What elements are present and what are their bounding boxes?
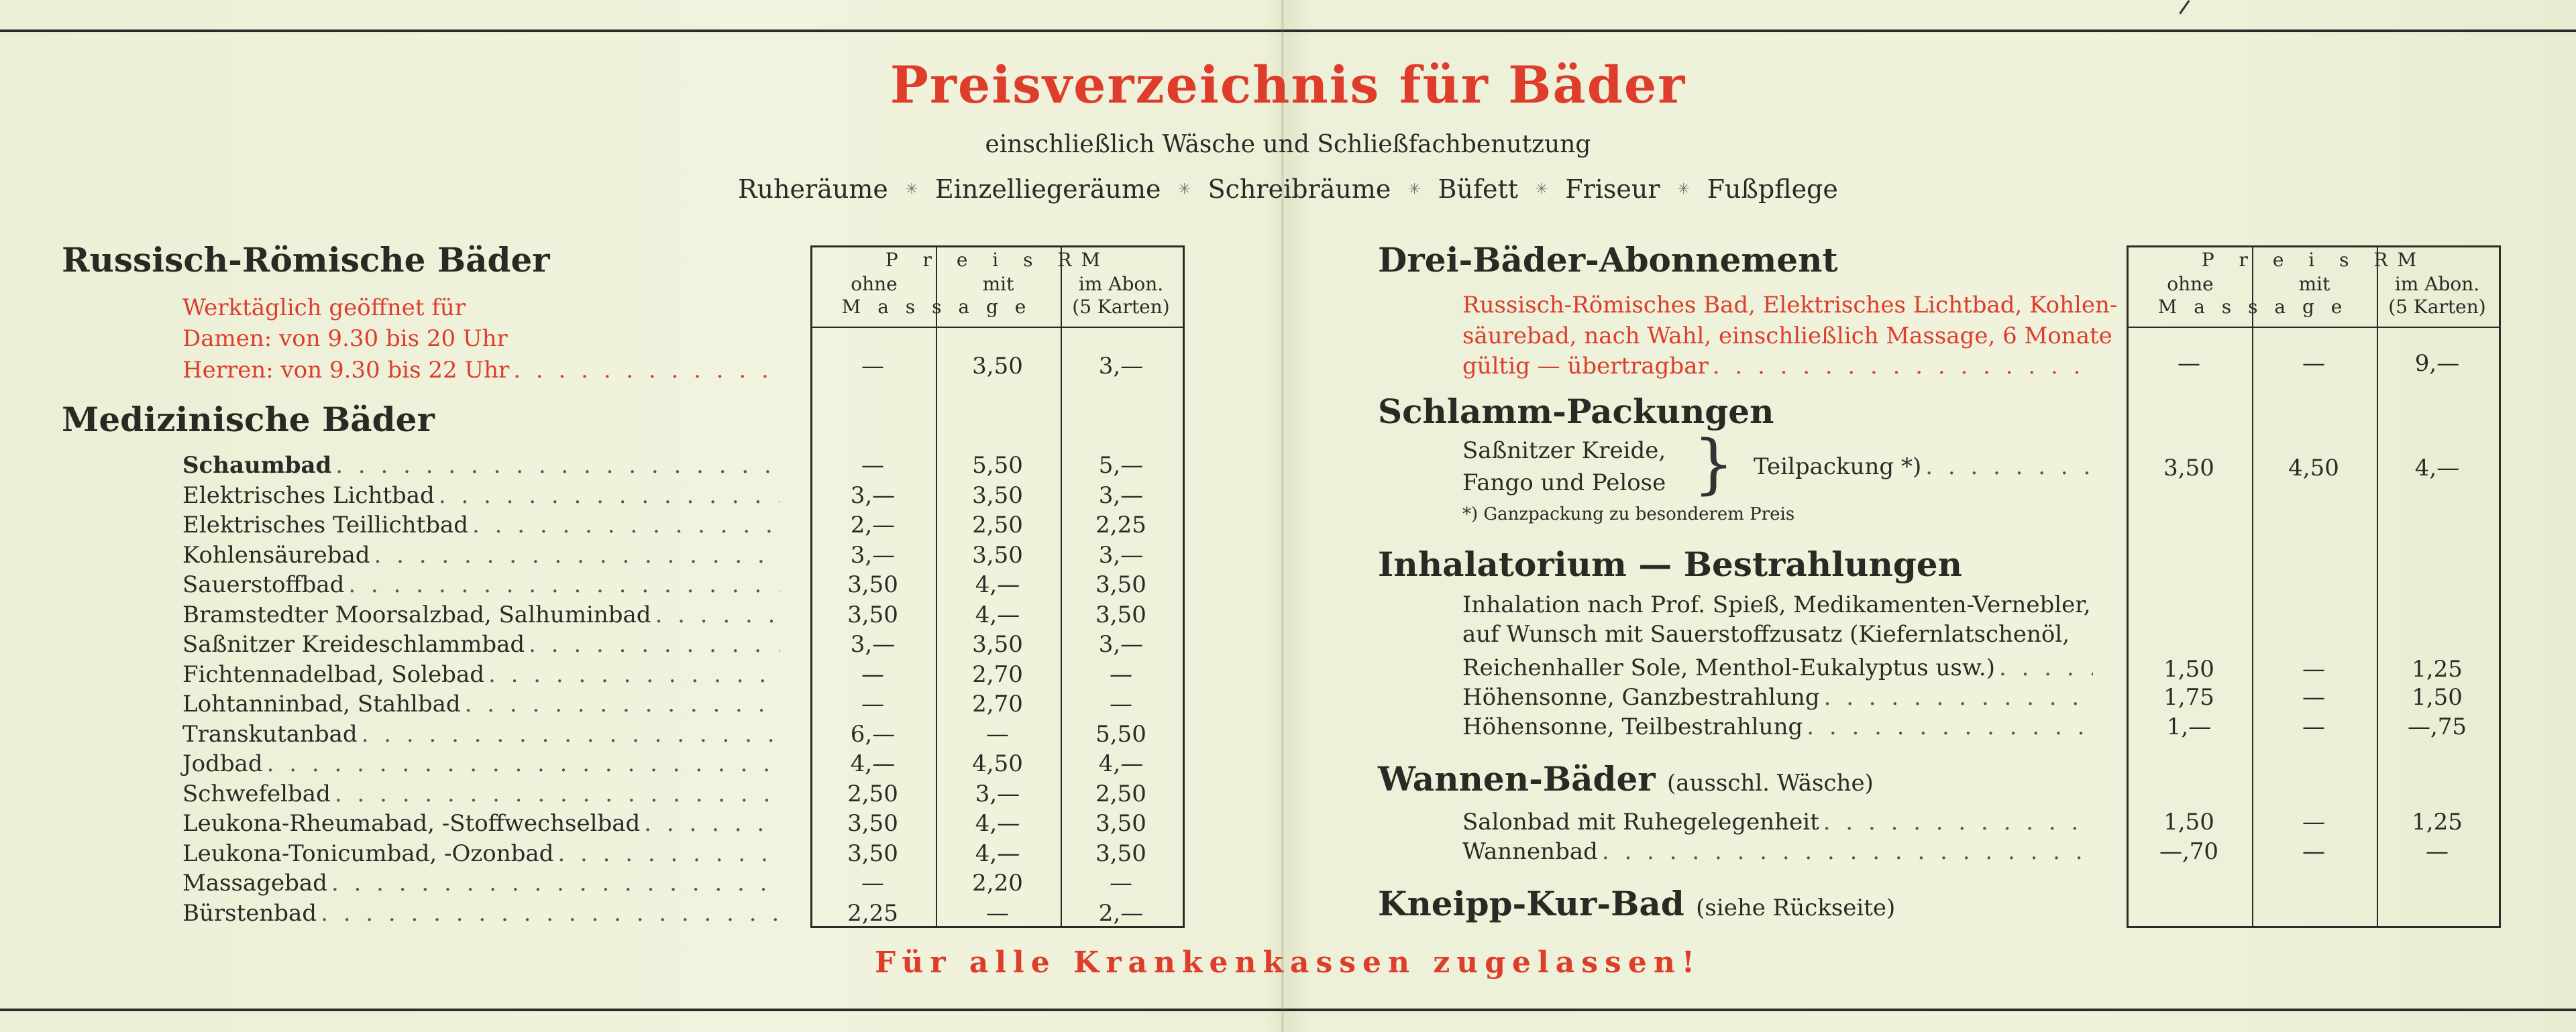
price-ohne: 6,— <box>850 720 896 748</box>
brace-icon: } <box>1693 426 1735 502</box>
list-item <box>182 868 780 898</box>
leader-dots <box>348 571 780 598</box>
list-item <box>1462 807 2093 837</box>
item-label: Schaumbad <box>182 452 332 479</box>
price-mit: 4,— <box>975 810 1020 837</box>
heading-note: (siehe Rückseite) <box>1696 895 1896 921</box>
price-mit: 2,70 <box>972 661 1023 688</box>
item-label: Höhensonne, Ganzbestrahlung <box>1462 684 1820 711</box>
list-item <box>182 779 780 809</box>
separator-dot: ✳ <box>905 180 918 198</box>
price-ohne: 2,— <box>850 512 896 538</box>
price-ohne: 1,— <box>2166 713 2212 740</box>
drei-description-line: Russisch-Römisches Bad, Elektrisches Lichtbad, Kohlen- <box>1462 292 2118 319</box>
table-header-karten: (5 Karten) <box>2388 296 2486 318</box>
price-mit: — <box>986 899 1009 927</box>
list-item <box>1462 351 2093 381</box>
price-mit: 2,50 <box>972 512 1023 538</box>
price-mit: 3,50 <box>972 481 1023 509</box>
item-label: Massagebad <box>182 870 327 897</box>
item-label: Transkutanbad <box>182 720 358 748</box>
price-ohne: 3,50 <box>2163 455 2214 481</box>
leader-dots <box>655 601 780 628</box>
price-abon: 3,50 <box>1095 601 1146 628</box>
price-abon: —,75 <box>2407 713 2467 740</box>
price-abon: 5,— <box>1098 452 1144 479</box>
price-abon: — <box>2426 838 2449 865</box>
price-ohne: 3,50 <box>847 810 898 837</box>
price-mit: 4,50 <box>2288 455 2339 481</box>
leader-dots <box>362 721 780 748</box>
amenity: Schreibräume <box>1208 174 1391 204</box>
price-abon: 3,50 <box>1095 810 1146 837</box>
table-header-massage: M a s s a g e <box>2157 296 2348 318</box>
leader-dots <box>472 512 780 538</box>
separator-dot: ✳ <box>1535 180 1548 198</box>
price-abon: 3,— <box>1098 541 1144 569</box>
price-mit: — <box>2302 838 2325 865</box>
item-label: Bramstedter Moorsalzbad, Salhuminbad <box>182 601 651 628</box>
amenity: Einzelliegeräume <box>935 174 1161 204</box>
table-header-abon: im Abon. <box>1078 273 1164 295</box>
amenities-list <box>738 174 1838 204</box>
item-label: gültig — übertragbar <box>1462 353 1709 380</box>
list-item <box>182 355 780 385</box>
item-label: Kohlensäurebad <box>182 541 370 569</box>
leader-dots <box>335 781 780 807</box>
price-mit: 3,50 <box>972 631 1023 658</box>
leader-dots <box>321 900 780 927</box>
inhal-description-line <box>1462 620 2070 649</box>
price-mit: — <box>2302 713 2325 740</box>
price-abon: 1,25 <box>2412 656 2463 683</box>
leader-dots <box>439 482 780 509</box>
list-item <box>182 481 780 510</box>
price-ohne: 3,50 <box>847 840 898 867</box>
list-item <box>1462 837 2093 866</box>
price-abon: 2,— <box>1098 899 1144 927</box>
price-mit: 5,50 <box>972 452 1023 479</box>
item-label: Leukona-Tonicumbad, -Ozonbad <box>182 840 554 867</box>
price-mit: 4,50 <box>972 750 1023 777</box>
price-abon: 1,25 <box>2412 809 2463 836</box>
table-header-preis: P r e i s RM <box>885 249 1110 271</box>
list-item <box>182 451 780 480</box>
item-label: Elektrisches Lichtbad <box>182 481 435 509</box>
item-label: Teilpackung *) <box>1754 453 1922 480</box>
item-label: Saßnitzer Kreide, <box>1462 437 1666 464</box>
leader-dots <box>1999 654 2093 681</box>
price-mit: 2,20 <box>972 870 1023 897</box>
price-mit: 2,70 <box>972 691 1023 718</box>
heading-note: (ausschl. Wäsche) <box>1667 770 1874 797</box>
price-abon: 3,— <box>1098 353 1144 380</box>
price-abon: 1,50 <box>2412 684 2463 711</box>
bottom-border <box>0 1009 2576 1011</box>
price-abon: 2,50 <box>1095 780 1146 807</box>
price-mit: — <box>2302 684 2325 711</box>
item-label: Sauerstoffbad <box>182 571 345 598</box>
leader-dots <box>529 631 780 658</box>
footnote: *) Ganzpackung zu besonderem Preis <box>1462 504 1795 524</box>
footer-note: Für alle Krankenkassen zugelassen! <box>874 945 1702 980</box>
price-mit: 3,— <box>975 780 1020 807</box>
opening-label: Werktäglich geöffnet für <box>182 294 466 321</box>
amenity: Büfett <box>1438 174 1519 204</box>
price-abon: 3,50 <box>1095 840 1146 867</box>
item-label: Fango und Pelose <box>1462 469 1666 496</box>
amenity: Ruheräume <box>738 174 888 204</box>
amenity: Fußpflege <box>1707 174 1838 204</box>
page-subtitle: einschließlich Wäsche und Schließfachbenutzung <box>985 131 1591 158</box>
price-abon: 5,50 <box>1095 720 1146 748</box>
price-ohne: 3,— <box>850 481 896 509</box>
leader-dots <box>374 542 780 569</box>
price-abon: 4,— <box>1098 750 1144 777</box>
page-title: Preisverzeichnis für Bäder <box>890 55 1686 115</box>
item-label: Wannenbad <box>1462 838 1598 865</box>
section-heading-russisch: Russisch-Römische Bäder <box>62 240 550 280</box>
table-header-abon: im Abon. <box>2394 273 2480 295</box>
price-ohne: 2,50 <box>847 780 898 807</box>
table-header-mit: mit <box>982 273 1014 295</box>
leader-dots <box>488 661 780 688</box>
leader-dots <box>1602 838 2093 865</box>
inhal-description-line <box>1462 590 2091 620</box>
list-item <box>182 899 780 928</box>
list-item <box>1462 683 2093 712</box>
price-abon: — <box>1110 691 1132 718</box>
price-mit: 3,50 <box>972 541 1023 569</box>
price-ohne: — <box>861 353 884 380</box>
price-ohne: —,70 <box>2159 838 2219 865</box>
price-mit: 4,— <box>975 601 1020 628</box>
list-item <box>182 600 780 630</box>
drei-description-line: säurebad, nach Wahl, einschließlich Massage, 6 Monate <box>1462 323 2112 349</box>
price-ohne: — <box>2178 350 2200 377</box>
price-abon: 9,— <box>2414 350 2460 377</box>
separator-dot: ✳ <box>1677 180 1690 198</box>
header-divider <box>812 327 1183 328</box>
price-ohne: 1,75 <box>2163 684 2214 711</box>
price-mit: — <box>2302 809 2325 836</box>
item-label: Saßnitzer Kreideschlammbad <box>182 631 525 658</box>
price-abon: — <box>1110 870 1132 897</box>
price-ohne: 3,— <box>850 541 896 569</box>
price-abon: 3,50 <box>1095 571 1146 598</box>
heading-text: Wannen-Bäder <box>1378 759 1656 799</box>
schlamm-item <box>1462 436 1666 465</box>
list-item <box>182 809 780 838</box>
item-label: Schwefelbad <box>182 780 331 807</box>
item-label: Elektrisches Teillichtbad <box>182 512 469 538</box>
list-item <box>182 630 780 659</box>
heading-text: Kneipp-Kur-Bad <box>1378 884 1684 923</box>
pen-mark <box>2179 0 2203 23</box>
item-label: Inhalation nach Prof. Spieß, Medikamenten-Vernebler, <box>1462 591 2091 618</box>
price-abon: 3,— <box>1098 631 1144 658</box>
table-header-preis: P r e i s RM <box>2201 249 2426 271</box>
leader-dots <box>1823 809 2093 836</box>
price-mit: — <box>986 720 1009 748</box>
price-abon: 2,25 <box>1095 512 1146 538</box>
separator-dot: ✳ <box>1178 180 1191 198</box>
item-label: Jodbad <box>182 750 263 777</box>
section-heading-medizinische: Medizinische Bäder <box>62 400 435 439</box>
top-border <box>0 30 2576 32</box>
item-label: Lohtanninbad, Stahlbad <box>182 691 461 718</box>
price-ohne: — <box>861 691 884 718</box>
list-item <box>182 720 780 749</box>
price-ohne: 1,50 <box>2163 809 2214 836</box>
list-item <box>182 510 780 540</box>
price-mit: 3,50 <box>972 353 1023 380</box>
list-item <box>182 540 780 570</box>
item-label: Leukona-Rheumabad, -Stoffwechselbad <box>182 810 641 837</box>
leader-dots <box>331 870 780 897</box>
leader-dots <box>557 840 780 867</box>
price-abon: — <box>1110 661 1132 688</box>
section-heading-drei: Drei-Bäder-Abonnement <box>1378 240 1838 280</box>
price-mit: — <box>2302 350 2325 377</box>
leader-dots <box>644 810 780 837</box>
item-label: Reichenhaller Sole, Menthol-Eukalyptus usw.) <box>1462 654 1995 681</box>
list-item <box>182 749 780 779</box>
list-item <box>182 689 780 719</box>
item-label: Bürstenbad <box>182 899 317 927</box>
leader-dots <box>465 691 780 718</box>
item-label: Höhensonne, Teilbestrahlung <box>1462 713 1803 740</box>
price-abon: 3,— <box>1098 481 1144 509</box>
price-ohne: — <box>861 452 884 479</box>
price-ohne: 3,50 <box>847 571 898 598</box>
price-ohne: 3,50 <box>847 601 898 628</box>
price-ohne: — <box>861 661 884 688</box>
section-heading-inhalatorium: Inhalatorium — Bestrahlungen <box>1378 544 1962 584</box>
amenity: Friseur <box>1565 174 1660 204</box>
price-mit: — <box>2302 656 2325 683</box>
price-ohne: 2,25 <box>847 899 898 927</box>
table-header-karten: (5 Karten) <box>1072 296 1170 318</box>
header-divider <box>2129 327 2499 328</box>
item-label: Salonbad mit Ruhegelegenheit <box>1462 809 1819 836</box>
section-heading-schlamm: Schlamm-Packungen <box>1378 392 1774 431</box>
price-ohne: — <box>861 870 884 897</box>
price-ohne: 3,— <box>850 631 896 658</box>
table-header-ohne: ohne <box>851 273 898 295</box>
leader-dots <box>513 357 780 384</box>
item-label: auf Wunsch mit Sauerstoffzusatz (Kiefernlatschenöl, <box>1462 621 2070 648</box>
leader-dots <box>1807 713 2093 740</box>
list-item <box>1462 712 2093 742</box>
separator-dot: ✳ <box>1408 180 1421 198</box>
list-item <box>182 839 780 868</box>
item-label: Fichtennadelbad, Solebad <box>182 661 484 688</box>
table-header-mit: mit <box>2298 273 2330 295</box>
item-label: Herren: von 9.30 bis 22 Uhr <box>182 357 510 384</box>
table-header-massage: M a s s a g e <box>841 296 1032 318</box>
table-header-ohne: ohne <box>2167 273 2214 295</box>
leader-dots <box>1925 453 2093 480</box>
leader-dots <box>267 750 780 777</box>
price-mit: 4,— <box>975 571 1020 598</box>
leader-dots <box>335 452 780 479</box>
price-mit: 4,— <box>975 840 1020 867</box>
list-item <box>1462 653 2093 683</box>
price-abon: 4,— <box>2414 455 2460 481</box>
schlamm-item <box>1462 468 1666 498</box>
opening-damen: Damen: von 9.30 bis 20 Uhr <box>182 325 508 352</box>
list-item <box>182 570 780 599</box>
list-item <box>182 660 780 689</box>
section-heading-kneipp <box>1378 884 1895 923</box>
section-heading-wannen <box>1378 759 1874 799</box>
leader-dots <box>1824 684 2093 711</box>
leader-dots <box>1713 353 2093 380</box>
price-ohne: 1,50 <box>2163 656 2214 683</box>
price-ohne: 4,— <box>850 750 896 777</box>
list-item <box>1754 452 2093 481</box>
